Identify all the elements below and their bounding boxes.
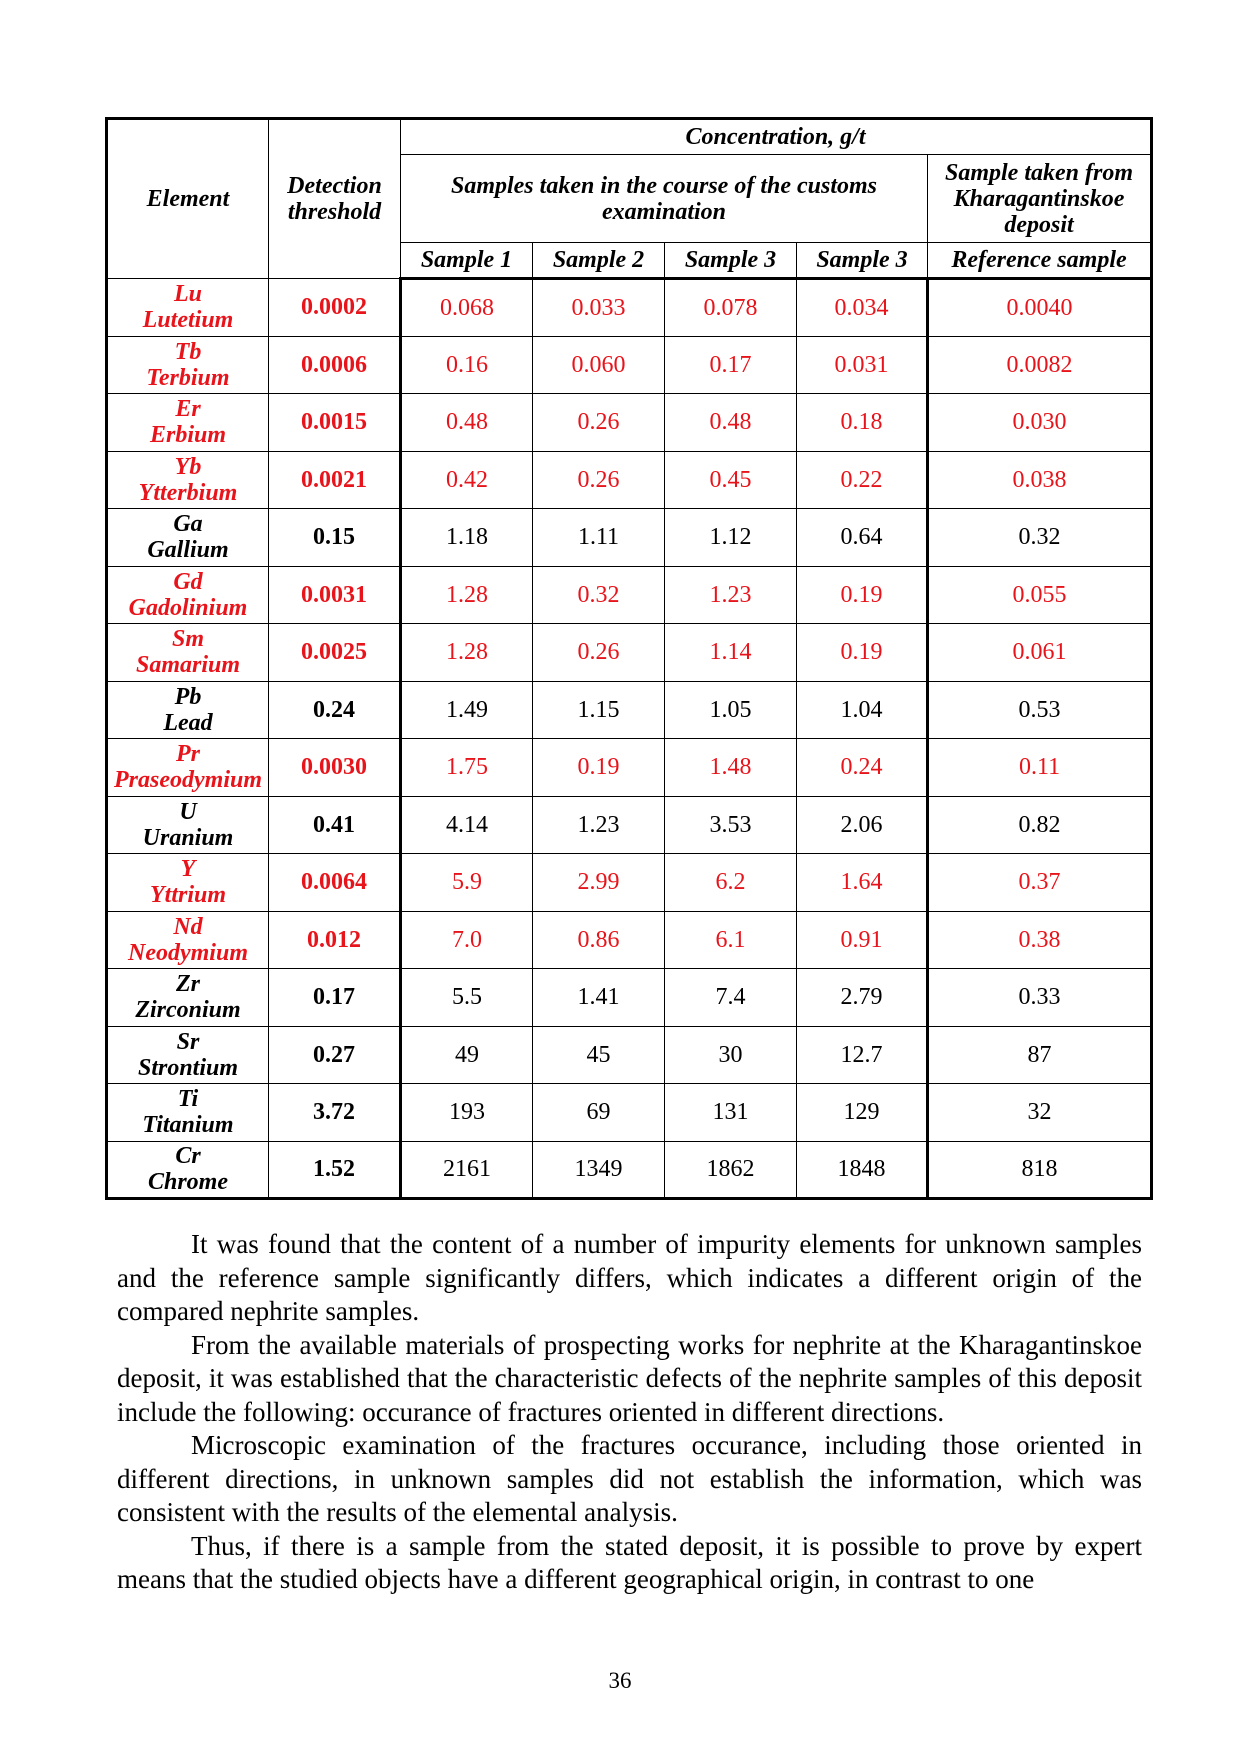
- sample-value-cell: 0.031: [797, 336, 928, 394]
- table-row: [107, 681, 1152, 739]
- sample-value-cell: 1.28: [401, 566, 533, 624]
- threshold-cell: 0.0021: [269, 451, 401, 509]
- element-cell: [107, 911, 269, 969]
- element-symbol: Ga: [173, 511, 203, 538]
- reference-value-cell: 0.53: [928, 681, 1152, 739]
- header-sample-1: Sample 1: [401, 243, 533, 279]
- element-cell: [107, 451, 269, 509]
- sample-value-cell: 1.05: [665, 681, 797, 739]
- sample-value-cell: 1.64: [797, 854, 928, 912]
- sample-value-cell: 1.41: [533, 969, 665, 1027]
- threshold-cell: 1.52: [269, 1141, 401, 1199]
- threshold-cell: 0.0064: [269, 854, 401, 912]
- sample-value-cell: 193: [401, 1084, 533, 1142]
- reference-value-cell: 0.33: [928, 969, 1152, 1027]
- sample-value-cell: 0.64: [797, 509, 928, 567]
- sample-value-cell: 0.48: [401, 394, 533, 452]
- sample-value-cell: 0.068: [401, 279, 533, 337]
- element-cell: [107, 1084, 269, 1142]
- element-symbol: Ti: [177, 1086, 199, 1113]
- sample-value-cell: 1862: [665, 1141, 797, 1199]
- element-name: Gallium: [147, 537, 229, 564]
- threshold-cell: 0.24: [269, 681, 401, 739]
- table-body: [107, 279, 1152, 1199]
- table-row: [107, 566, 1152, 624]
- sample-value-cell: 0.42: [401, 451, 533, 509]
- reference-value-cell: 0.38: [928, 911, 1152, 969]
- reference-value-cell: 818: [928, 1141, 1152, 1199]
- sample-value-cell: 0.91: [797, 911, 928, 969]
- sample-value-cell: 1.23: [665, 566, 797, 624]
- paragraph: Microscopic examination of the fractures occurance, including those oriented in different directions, in unknown samples did not establish the information, which was consistent with the results of the elemental analysis.: [117, 1430, 1142, 1527]
- threshold-cell: 0.0031: [269, 566, 401, 624]
- table-row: [107, 509, 1152, 567]
- threshold-cell: 0.27: [269, 1026, 401, 1084]
- sample-value-cell: 0.19: [797, 624, 928, 682]
- table-row: [107, 796, 1152, 854]
- sample-value-cell: 1349: [533, 1141, 665, 1199]
- sample-value-cell: 5.9: [401, 854, 533, 912]
- sample-value-cell: 7.4: [665, 969, 797, 1027]
- sample-value-cell: 3.53: [665, 796, 797, 854]
- reference-value-cell: 0.0082: [928, 336, 1152, 394]
- table-row: [107, 1141, 1152, 1199]
- element-cell: [107, 624, 269, 682]
- reference-value-cell: 0.11: [928, 739, 1152, 797]
- concentration-table: [105, 117, 1153, 1200]
- element-name: Titanium: [142, 1112, 234, 1139]
- reference-value-cell: 0.0040: [928, 279, 1152, 337]
- element-symbol: U: [179, 798, 197, 825]
- reference-value-cell: 0.055: [928, 566, 1152, 624]
- sample-value-cell: 12.7: [797, 1026, 928, 1084]
- element-symbol: Nd: [173, 913, 203, 940]
- element-cell: [107, 1026, 269, 1084]
- header-reference-sample: Reference sample: [928, 243, 1152, 279]
- sample-value-cell: 2.06: [797, 796, 928, 854]
- threshold-cell: 0.0006: [269, 336, 401, 394]
- sample-value-cell: 0.033: [533, 279, 665, 337]
- sample-value-cell: 131: [665, 1084, 797, 1142]
- sample-value-cell: 0.060: [533, 336, 665, 394]
- reference-value-cell: 0.061: [928, 624, 1152, 682]
- element-cell: [107, 394, 269, 452]
- element-name: Samarium: [135, 652, 241, 679]
- sample-value-cell: 45: [533, 1026, 665, 1084]
- sample-value-cell: 0.17: [665, 336, 797, 394]
- reference-value-cell: 0.37: [928, 854, 1152, 912]
- sample-value-cell: 2.99: [533, 854, 665, 912]
- sample-value-cell: 1.11: [533, 509, 665, 567]
- body-text: [117, 1228, 1142, 1597]
- sample-value-cell: 0.24: [797, 739, 928, 797]
- element-cell: [107, 1141, 269, 1199]
- header-sample-2: Sample 2: [533, 243, 665, 279]
- table-row: [107, 1084, 1152, 1142]
- element-name: Lead: [163, 709, 213, 736]
- header-customs-samples: Samples taken in the course of the customs examination: [401, 155, 928, 243]
- sample-value-cell: 5.5: [401, 969, 533, 1027]
- element-cell: [107, 566, 269, 624]
- sample-value-cell: 6.1: [665, 911, 797, 969]
- threshold-cell: 0.0002: [269, 279, 401, 337]
- table-row: [107, 394, 1152, 452]
- paragraph: From the available materials of prospecting works for nephrite at the Kharagantinskoe deposit, it was established that the characteristic defects of the nephrite samples of this deposit include the following: occurance of fractures oriented in different directions.: [117, 1329, 1142, 1427]
- element-symbol: Yb: [174, 453, 202, 480]
- threshold-cell: 0.15: [269, 509, 401, 567]
- sample-value-cell: 4.14: [401, 796, 533, 854]
- page-number: 36: [608, 1668, 632, 1693]
- sample-value-cell: 1.14: [665, 624, 797, 682]
- threshold-cell: 0.41: [269, 796, 401, 854]
- element-cell: [107, 854, 269, 912]
- element-symbol: Sr: [176, 1028, 200, 1055]
- reference-value-cell: 0.038: [928, 451, 1152, 509]
- sample-value-cell: 1.04: [797, 681, 928, 739]
- element-cell: [107, 279, 269, 337]
- reference-value-cell: 0.030: [928, 394, 1152, 452]
- sample-value-cell: 0.32: [533, 566, 665, 624]
- element-symbol: Er: [175, 396, 201, 423]
- sample-value-cell: 30: [665, 1026, 797, 1084]
- sample-value-cell: 0.078: [665, 279, 797, 337]
- element-symbol: Tb: [174, 338, 202, 365]
- reference-value-cell: 87: [928, 1026, 1152, 1084]
- reference-value-cell: 0.82: [928, 796, 1152, 854]
- table-row: [107, 911, 1152, 969]
- header-concentration: Concentration, g/t: [401, 119, 1152, 155]
- element-symbol: Cr: [175, 1143, 201, 1170]
- reference-value-cell: 0.32: [928, 509, 1152, 567]
- sample-value-cell: 2.79: [797, 969, 928, 1027]
- sample-value-cell: 1.23: [533, 796, 665, 854]
- threshold-cell: 0.17: [269, 969, 401, 1027]
- sample-value-cell: 69: [533, 1084, 665, 1142]
- sample-value-cell: 0.48: [665, 394, 797, 452]
- header-detection-threshold: Detection threshold: [269, 119, 401, 279]
- header-sample-3b: Sample 3: [797, 243, 928, 279]
- table-row: [107, 451, 1152, 509]
- element-symbol: Zr: [176, 971, 200, 998]
- table-row: [107, 624, 1152, 682]
- element-name: Praseodymium: [114, 767, 262, 794]
- sample-value-cell: 1.12: [665, 509, 797, 567]
- table-row: [107, 336, 1152, 394]
- table-row: [107, 854, 1152, 912]
- sample-value-cell: 0.19: [533, 739, 665, 797]
- sample-value-cell: 0.45: [665, 451, 797, 509]
- threshold-cell: 3.72: [269, 1084, 401, 1142]
- element-name: Uranium: [142, 824, 234, 851]
- sample-value-cell: 0.86: [533, 911, 665, 969]
- element-name: Gadolinium: [128, 594, 248, 621]
- threshold-cell: 0.012: [269, 911, 401, 969]
- element-name: Lutetium: [142, 307, 234, 334]
- element-name: Chrome: [147, 1169, 228, 1196]
- table-row: [107, 969, 1152, 1027]
- paragraph: Thus, if there is a sample from the stated deposit, it is possible to prove by expert means that the studied objects have a different geographical origin, in contrast to one: [117, 1530, 1142, 1594]
- sample-value-cell: 0.16: [401, 336, 533, 394]
- sample-value-cell: 1848: [797, 1141, 928, 1199]
- element-name: Neodymium: [128, 939, 248, 966]
- paragraph: It was found that the content of a number of impurity elements for unknown samples and the reference sample significantly differs, which indicates a different origin of the compared nephrite samples.: [117, 1229, 1142, 1326]
- element-name: Ytterbium: [138, 479, 238, 506]
- table-row: [107, 1026, 1152, 1084]
- threshold-cell: 0.0015: [269, 394, 401, 452]
- sample-value-cell: 1.75: [401, 739, 533, 797]
- sample-value-cell: 0.034: [797, 279, 928, 337]
- threshold-cell: 0.0030: [269, 739, 401, 797]
- element-cell: [107, 969, 269, 1027]
- sample-value-cell: 2161: [401, 1141, 533, 1199]
- element-symbol: Pb: [174, 683, 202, 710]
- reference-value-cell: 32: [928, 1084, 1152, 1142]
- element-name: Terbium: [146, 364, 230, 391]
- sample-value-cell: 6.2: [665, 854, 797, 912]
- sample-value-cell: 129: [797, 1084, 928, 1142]
- table-row: [107, 279, 1152, 337]
- element-name: Strontium: [137, 1054, 239, 1081]
- element-cell: [107, 681, 269, 739]
- sample-value-cell: 1.28: [401, 624, 533, 682]
- element-cell: [107, 739, 269, 797]
- header-element: Element: [107, 119, 269, 279]
- sample-value-cell: 7.0: [401, 911, 533, 969]
- sample-value-cell: 0.26: [533, 394, 665, 452]
- element-symbol: Sm: [171, 626, 204, 653]
- sample-value-cell: 1.18: [401, 509, 533, 567]
- sample-value-cell: 0.18: [797, 394, 928, 452]
- sample-value-cell: 0.19: [797, 566, 928, 624]
- element-name: Yttrium: [149, 882, 227, 909]
- sample-value-cell: 49: [401, 1026, 533, 1084]
- sample-value-cell: 1.15: [533, 681, 665, 739]
- element-symbol: Y: [180, 856, 196, 883]
- table-row: [107, 739, 1152, 797]
- element-name: Erbium: [149, 422, 227, 449]
- header-sample-3: Sample 3: [665, 243, 797, 279]
- sample-value-cell: 0.22: [797, 451, 928, 509]
- threshold-cell: 0.0025: [269, 624, 401, 682]
- sample-value-cell: 1.48: [665, 739, 797, 797]
- element-symbol: Pr: [176, 741, 200, 768]
- element-symbol: Gd: [173, 568, 203, 595]
- header-deposit-sample: Sample taken from Kharagantinskoe deposit: [928, 155, 1152, 243]
- element-cell: [107, 336, 269, 394]
- sample-value-cell: 0.26: [533, 624, 665, 682]
- element-name: Zirconium: [135, 997, 241, 1024]
- sample-value-cell: 1.49: [401, 681, 533, 739]
- sample-value-cell: 0.26: [533, 451, 665, 509]
- element-cell: [107, 796, 269, 854]
- element-symbol: Lu: [173, 281, 202, 308]
- element-cell: [107, 509, 269, 567]
